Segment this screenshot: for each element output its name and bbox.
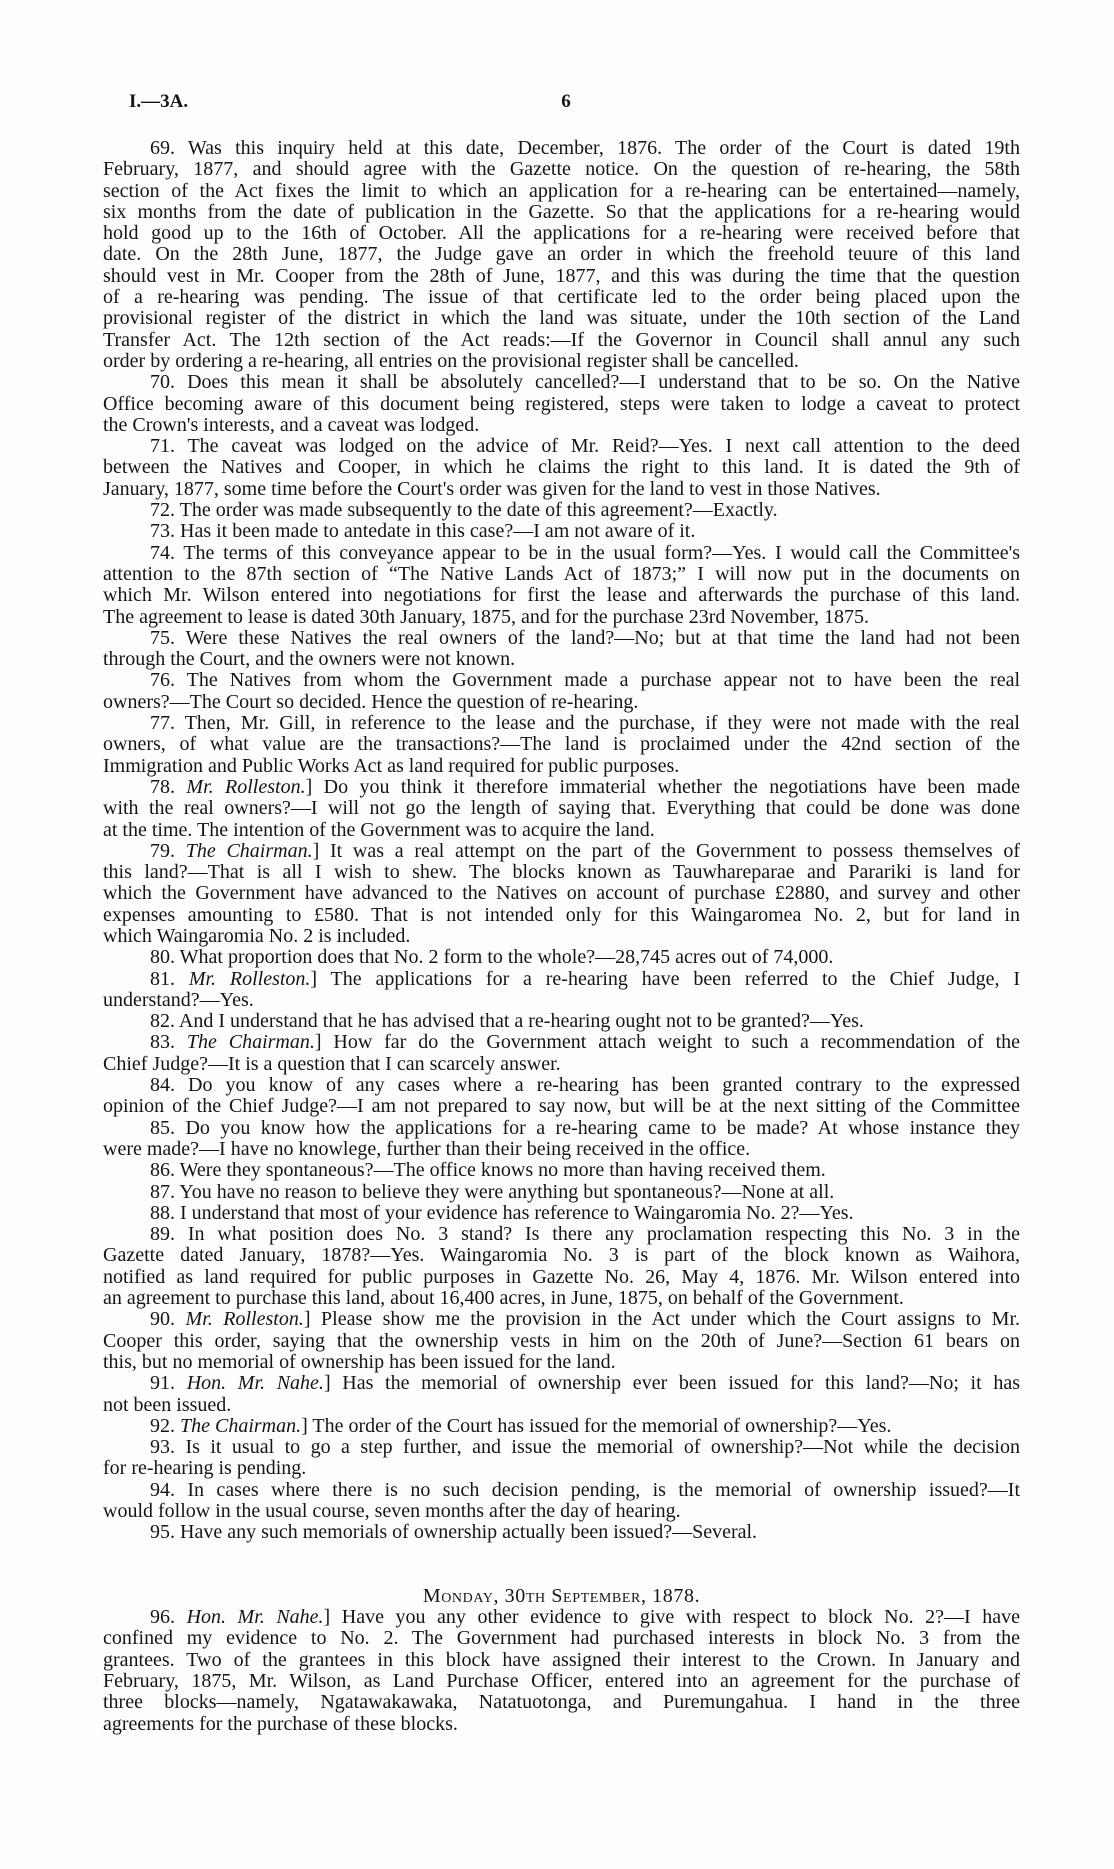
paragraph-number: 91. [150,1372,175,1395]
speaker-name: The Chairman. [185,839,313,862]
text-line [103,628,1020,649]
paragraph-95 [103,1522,1020,1543]
paragraph-80 [103,947,1020,968]
paragraph-number: 95. [150,1521,175,1544]
text-line: order by ordering a re-hearing, all entries on the provisional register shall be cancelled. [103,349,799,372]
speaker-name: The Chairman. [180,1414,302,1437]
text-line: of a re-hearing was pending. The issue of that certificate led to the order being placed upon the [103,286,1020,309]
paragraph-number: 71. [150,435,175,458]
paragraph-81 [103,969,1020,1012]
text-line [103,138,1020,159]
paragraph-number: 75. [150,626,175,649]
paragraph-number: 85. [150,1116,175,1139]
text-line: February, 1875, Mr. Wilson, as Land Purchase Officer, entered into an agreement for the purchase of [103,1669,1020,1692]
paragraph-89 [103,1224,1020,1309]
paragraph-75 [103,628,1020,671]
paragraph-73 [103,521,1020,542]
line-text: ] Has the memorial of ownership ever been issued for this land?—No; it has [323,1372,1021,1395]
text-line [103,841,1020,862]
text-line: between the Natives and Cooper, in which he claims the right to this land. It is dated the 9th of [103,456,1020,479]
paragraph-number: 87. [150,1180,175,1203]
paragraph-85 [103,1118,1020,1161]
text-column [103,138,1020,1735]
text-line [103,436,1020,457]
line-text: Have any such memorials of ownership actually been issued?—Several. [180,1521,758,1544]
text-line [103,713,1020,734]
line-text: ] The order of the Court has issued for the memorial of ownership?—Yes. [301,1414,892,1437]
text-line: section of the Act fixes the limit to which an application for a re-hearing can be entertained—namely, [103,179,1020,202]
line-text: ] How far do the Government attach weight to such a recommendation of the [314,1031,1021,1054]
text-line: hold good up to the 16th of October. All the applications for a re-hearing were received before that [103,222,1020,245]
text-line: owners, of what value are the transactions?—The land is proclaimed under the 42nd section of the [103,733,1020,756]
text-line [103,969,1020,990]
line-text: Does this mean it shall be absolutely cancelled?—I understand that to be so. On the Native [187,371,1021,394]
paragraph-number: 89. [150,1223,175,1246]
paragraph-82 [103,1011,1020,1032]
text-line: date. On the 28th June, 1877, the Judge gave an order in which the freehold teuure of this land [103,243,1020,266]
text-line: Cooper this order, saying that the ownership vests in him on the 20th of June?—Section 61 bears on [103,1329,1020,1352]
text-line: with the real owners?—I will not go the length of saying that. Everything that could be done was done [103,797,1020,820]
text-line [103,1607,1020,1628]
text-line: which the Government have advanced to the Natives on account of purchase £2880, and survey and other [103,882,1020,905]
paragraph-90 [103,1309,1020,1373]
text-line [103,500,1020,521]
paragraph-76 [103,670,1020,713]
text-line [103,1182,1020,1203]
text-line [103,1011,1020,1032]
text-line: The agreement to lease is dated 30th January, 1875, and for the purchase 23rd November, 1875. [103,605,869,628]
paragraph-71 [103,436,1020,500]
line-text: And I understand that he has advised that a re-hearing ought not to be granted?—Yes. [178,1010,864,1033]
text-line: which Mr. Wilson entered into negotiations for first the lease and afterwards the purchase of this land. [103,584,1020,607]
text-line: January, 1877, some time before the Court's order was given for the land to vest in those Natives. [103,477,881,500]
paragraph-number: 92. [150,1414,175,1437]
text-line: an agreement to purchase this land, about 16,400 acres, in June, 1875, on behalf of the Government. [103,1287,904,1310]
paragraph-number: 69. [150,137,175,159]
paragraph-87 [103,1182,1020,1203]
paragraph-number: 81. [150,967,175,990]
paragraph-70 [103,372,1020,436]
line-text: The order was made subsequently to the date of this agreement?—Exactly. [179,499,778,522]
text-line: grantees. Two of the grantees in this block have assigned their interest to the Crown. In January and [103,1648,1020,1671]
text-line: expenses amounting to £580. That is not intended only for this Waingaromea No. 2, but for land in [103,903,1020,926]
sitting-date-heading: Monday, 30th September, 1878. [422,1584,701,1607]
text-line: provisional register of the district in which the land was situate, under the 10th section of the Land [103,307,1020,330]
paragraph-78 [103,777,1020,841]
text-line: for re-hearing is pending. [103,1457,307,1480]
text-line: Chief Judge?—It is a question that I can scarcely answer. [103,1052,561,1075]
paragraph-number: 72. [150,499,175,522]
text-line: which Waingaromia No. 2 is included. [103,924,411,947]
line-text: You have no reason to believe they were anything but spontaneous?—None at all. [179,1180,835,1203]
paragraph-number: 77. [150,712,175,735]
text-line: were made?—I have no knowlege, further than their being received in the office. [103,1137,751,1160]
text-line [103,777,1020,798]
text-line: opinion of the Chief Judge?—I am not prepared to say now, but will be at the next sitting of the Committee [103,1095,1020,1118]
paragraph-79 [103,841,1020,947]
speaker-name: Mr. Rolleston. [185,1308,304,1331]
line-text: The terms of this conveyance appear to be in the usual form?—Yes. I would call the Committee's [183,541,1021,564]
text-line: at the time. The intention of the Government was to acquire the land. [103,818,655,841]
paragraph-84 [103,1075,1020,1118]
text-line [103,543,1020,564]
line-text: Then, Mr. Gill, in reference to the lease and the purchase, if they were not made with the real [184,712,1020,735]
text-line [103,1075,1020,1096]
text-line: six months from the date of publication in the Gazette. So that the applications for a re-hearing would [103,200,1020,223]
paragraph-91 [103,1373,1020,1416]
text-line: three blocks—namely, Ngatawakawaka, Natatuotonga, and Puremungahua. I hand in the three [103,1691,1020,1714]
line-text: The caveat was lodged on the advice of Mr. Reid?—Yes. I next call attention to the deed [187,435,1021,458]
paragraph-number: 90. [150,1308,175,1331]
page-number: 6 [561,91,571,112]
paragraph-number: 79. [150,839,175,862]
text-line: Gazette dated January, 1878?—Yes. Waingaromia No. 3 is part of the block known as Waihora, [103,1244,1020,1267]
line-text: In cases where there is no such decision pending, is the memorial of ownership issued?—It [187,1478,1021,1501]
text-line: confined my evidence to No. 2. The Government had purchased interests in block No. 3 from the [103,1627,1020,1650]
text-line: the Crown's interests, and a caveat was lodged. [103,413,480,436]
text-line: would follow in the usual course, seven months after the day of hearing. [103,1500,681,1522]
line-text: Has it been made to antedate in this case?—I am not aware of it. [180,520,696,543]
text-line: notified as land required for public purposes in Gazette No. 26, May 4, 1876. Mr. Wilson entered into [103,1265,1020,1288]
paragraph-number: 74. [150,541,175,564]
text-line [103,1224,1020,1245]
line-text: The Natives from whom the Government made a purchase appear not to have been the real [186,669,1021,692]
text-line: Office becoming aware of this document being registered, steps were taken to lodge a caveat to protect [103,392,1020,415]
paragraph-93 [103,1437,1020,1480]
line-text: Were these Natives the real owners of the land?—No; but at that time the land had not been [185,626,1021,649]
text-line: February, 1877, and should agree with the Gazette notice. On the question of re-hearing, the 58th [103,158,1020,181]
line-text: ] Please show me the provision in the Act under which the Court assigns to Mr. [303,1308,1020,1331]
text-line: owners?—The Court so decided. Hence the question of re-hearing. [103,690,639,713]
paragraph-number: 96. [150,1606,175,1629]
paragraph-77 [103,713,1020,777]
paragraph-number: 88. [150,1201,175,1224]
paragraph-number: 80. [150,946,175,969]
text-line [103,1032,1020,1053]
text-line [103,1522,1020,1543]
line-text: Were they spontaneous?—The office knows no more than having received them. [179,1159,826,1182]
text-line: this land?—That is all I wish to shew. The blocks known as Tauwhareparae and Parariki is land for [103,861,1020,884]
text-line [103,521,1020,542]
text-line [103,1437,1020,1458]
paragraph-number: 70. [150,371,175,394]
line-text: Do you know of any cases where a re-hearing has been granted contrary to the expressed [188,1074,1021,1097]
paragraph-92 [103,1416,1020,1437]
text-line: understand?—Yes. [103,988,254,1011]
paragraph-number: 78. [150,775,175,798]
text-line [103,670,1020,691]
speaker-name: Hon. Mr. Nahe. [186,1372,324,1395]
line-text: What proportion does that No. 2 form to the whole?—28,745 acres out of 74,000. [179,946,834,969]
paragraph-number: 93. [150,1436,175,1459]
paragraph-number: 83. [150,1031,175,1054]
text-line [103,372,1020,393]
text-line [103,1309,1020,1330]
text-line [103,1416,1020,1437]
section-code: I.—3A. [129,91,189,112]
paragraph-88 [103,1203,1020,1224]
text-line: attention to the 87th section of “The Native Lands Act of 1873;” I will now put in the documents on [103,562,1020,585]
text-line: Transfer Act. The 12th section of the Act reads:—If the Governor in Council shall annul any such [103,328,1020,351]
text-line [103,1373,1020,1394]
speaker-name: Mr. Rolleston. [188,967,311,990]
line-text: Do you know how the applications for a re-hearing came to be made? At whose instance they [185,1116,1021,1139]
paragraph-69 [103,138,1020,372]
paragraph-number: 84. [150,1074,175,1097]
text-line [103,947,1020,968]
paragraph-94 [103,1480,1020,1523]
line-text: Is it usual to go a step further, and issue the memorial of ownership?—Not while the decision [185,1436,1020,1459]
paragraph-number: 82. [150,1010,175,1033]
paragraph-72 [103,500,1020,521]
text-line: not been issued. [103,1393,232,1416]
text-line: agreements for the purchase of these blocks. [103,1712,458,1735]
speaker-name: The Chairman. [186,1031,315,1054]
speaker-name: Mr. Rolleston. [186,775,306,798]
line-text: ] The applications for a re-hearing have been referred to the Chief Judge, I [310,967,1021,990]
paragraph-86 [103,1160,1020,1181]
paragraph-74 [103,543,1020,628]
text-line: this, but no memorial of ownership has been issued for the land. [103,1350,616,1373]
line-text: ] It was a real attempt on the part of the Government to possess themselves of [312,839,1021,862]
text-line: should vest in Mr. Cooper from the 28th of June, 1877, and this was during the time that the question [103,264,1020,287]
text-line [103,1118,1020,1139]
text-line: Immigration and Public Works Act as land required for public purposes. [103,754,680,777]
line-text: In what position does No. 3 stand? Is there any proclamation respecting this No. 3 in the [187,1223,1021,1246]
paragraph-number: 86. [150,1159,175,1182]
text-line [103,1160,1020,1181]
paragraph-number: 73. [150,520,175,543]
text-line [103,1480,1020,1501]
paragraph-96 [103,1607,1020,1735]
paragraph-number: 94. [150,1478,175,1501]
speaker-name: Hon. Mr. Nahe. [186,1606,324,1629]
paragraph-number: 76. [150,669,175,692]
text-line [103,1203,1020,1224]
line-text: I understand that most of your evidence has reference to Waingaromia No. 2?—Yes. [180,1201,854,1224]
text-line: through the Court, and the owners were not known. [103,648,516,671]
line-text: ] Do you think it therefore immaterial whether the negotiations have been made [305,775,1021,798]
paragraph-83 [103,1032,1020,1075]
line-text: ] Have you any other evidence to give with respect to block No. 2?—I have [323,1606,1021,1629]
line-text: Was this inquiry held at this date, December, 1876. The order of the Court is dated 19th [187,137,1020,159]
